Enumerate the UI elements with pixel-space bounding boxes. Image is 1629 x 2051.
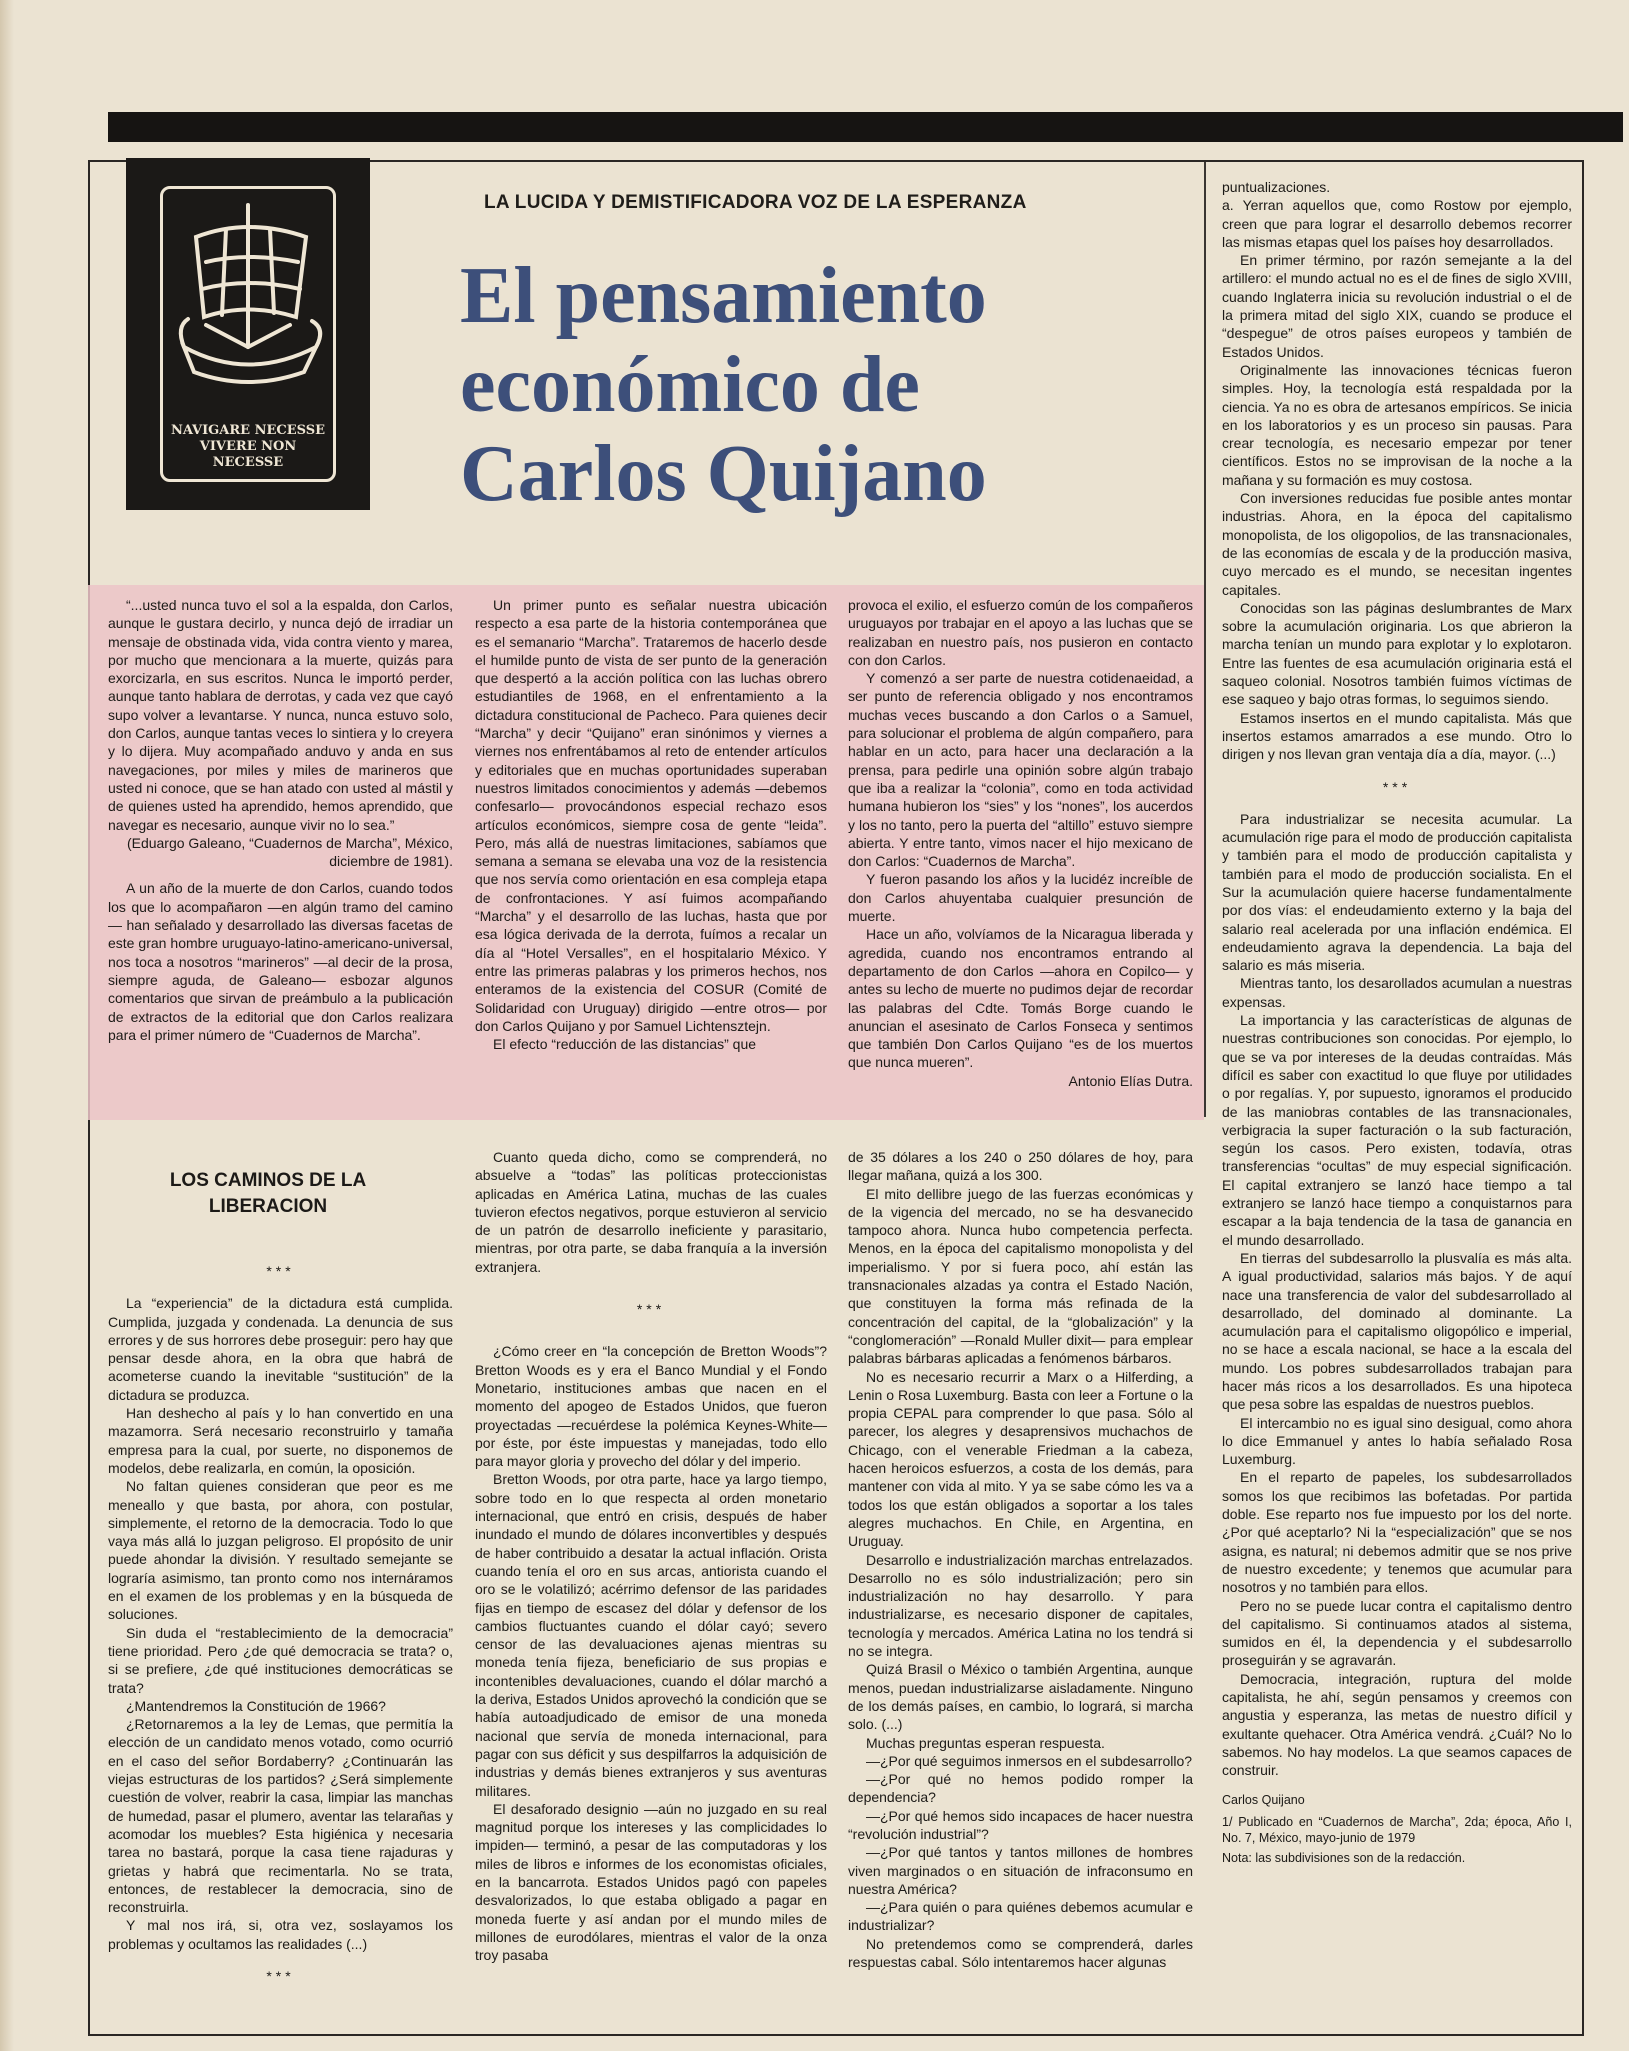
section-heading-line-1: LOS CAMINOS DE LA	[169, 1170, 367, 1191]
paragraph: Bretton Woods, por otra parte, hace ya largo tiempo, sobre todo en lo que respecta al orden monetario internacional, que entró en crisis, después de haber inundado el mundo de dólares inconvertibles y después de haber contribuido a desatar la actual inflación. Orista cuando tenía el oro en sus arcas, antiorista cuando el oro se le volatilizó; acérrimo defensor de las paridades fijas en tiempo de escasez del dólar y defensor de los cambios fluctuantes cuando el dólar cayó; severo censor de las devaluaciones ajenas mientras su moneda tenía fijeza, beneficiario de sus propias e incontenibles devaluaciones, cuando el dólar marchó a la deriva, Estados Unidos aprovechó la condición que se había autoadjudicado de emisor de una moneda nacional que servía de moneda internacional, para pagar con sus déficit y sus despilfarros la adquisición de industrias y demás bienes extranjeros y sus aventuras militares.	[475, 1471, 827, 1799]
paragraph: puntualizaciones.	[1222, 179, 1331, 195]
quote-source: (Eduargo Galeano, “Cuadernos de Marcha”, México, diciembre de 1981).	[126, 834, 453, 870]
paragraph: ¿Cómo creer en “la concepción de Bretton Woods”? Bretton Woods es y era el Banco Mundial y el Fondo Monetario, instituciones ambas que nacen en el momento del apogeo de Estados Unidos, que fueron proyectadas —recuérdese la polémica Keynes-White— por éste, por éste impuestas y manejadas, todo ello para mayor gloria y provecho del dólar y del imperio.	[475, 1343, 827, 1470]
paragraph: Originalmente las innovaciones técnicas fueron simples. Hoy, la tecnología está respaldada por la ciencia. Ya no es obra de artesanos empíricos. Se inicia en los laboratorios y es un proceso sin pausas. Para crear tecnología, es necesario empezar por tener científicos. Estos no se improvisan de la noche a la mañana y su formación es muy costosa.	[1222, 361, 1572, 488]
paragraph: En primer término, por razón semejante a la del artillero: el mundo actual no es el de fines de siglo XVIII, cuando Inglaterra inicia su revolución industrial o el de la primera mitad del siglo XIX, cuando se produce el “despegue” de otros países europeos y también de Estados Unidos.	[1222, 252, 1572, 360]
paragraph: Mientras tanto, los desarollados acumulan a nuestras expensas.	[1222, 975, 1572, 1010]
motto-line-1: NAVIGARE NECESSE	[170, 423, 326, 438]
paragraph: No pretendemos como se comprenderá, darles respuestas cabal. Sólo intentaremos hacer algunas	[848, 1935, 1193, 1971]
ship-logo	[126, 158, 370, 510]
ship-emblem	[160, 186, 336, 482]
motto-line-2: VIVERE NON NECESSE	[199, 439, 297, 470]
paragraph: Y comenzó a ser parte de nuestra cotidenaeidad, a ser punto de referencia obligado y nos encontramos muchas veces buscando a don Carlos o a Samuel, para solucionar el problema de algún compañero, para hablar en un acto, para hacer una declaración a la prensa, para pedirle una opinión sobre algún trabajo que iba a realizar la “colonia”, como en toda actividad humana hubieron los “sies” y los “nones”, los aucerdos y los no tanto, pero la puerta del “altillo” estuvo siempre abierta. Y entre tanto, vimos nacer el hijo mexicano de don Carlos: “Cuadernos de Marcha”.	[848, 670, 1193, 870]
article-title	[460, 252, 1080, 519]
paper-edge	[0, 0, 14, 2051]
paragraph: ¿Mantendremos la Constitución de 1966?	[126, 1697, 386, 1714]
paragraph: Y mal nos irá, si, otra vez, soslayamos los problemas y ocultamos las realidades (...)	[108, 1917, 453, 1952]
paragraph: ¿Retornaremos a la ley de Lemas, que permitía la elección de un candidato menos votado, como ocurrió en el caso del señor Bordaberry? ¿Continuarán las viejas estructuras de los partidos? ¿Será simplemente cuestión de volver, reabrir la casa, limpiar las manchas de humedad, pasar el plumero, aventar las telarañas y acomodar los muebles? Esta higiénica y necesaria tarea no bastará, porque la casa tiene rajaduras y grietas y habrá que recimentarla. No se trata, entonces, de restablecer la democracia, sino de reconstruirla.	[108, 1716, 453, 1916]
section-stars: ***	[266, 1967, 295, 1984]
section-heading	[128, 1168, 408, 1220]
section-stars: ***	[266, 1263, 295, 1279]
paragraph: Sin duda el “restablecimiento de la democracia” tiene prioridad. Pero ¿de qué democracia se trata? o, si se prefiere, ¿de qué instituciones democráticas se trata?	[108, 1624, 453, 1696]
paragraph: provoca el exilio, el esfuerzo común de los compañeros uruguayos por trabajar en el apoyo a las luchas que se realizaban en nuestro país, nos pusieron en contacto con don Carlos.	[848, 597, 1193, 668]
paragraph: No es necesario recurrir a Marx o a Hilferding, a Lenin o Rosa Luxemburg. Basta con leer a Fortune o la propia CEPAL para comprender lo que pasa. Sólo al parecer, los alegres y desaprensivos muchachos de Chicago, con el venerable Friedman a la cabeza, hacen heroicos esfuerzos, a costa de los demás, para mantener con vida al mito. Y ya se sabe cómo les va a todos los que están obligados a soportar a los tales alegres muchachos. En Chile, en Argentina, en Uruguay.	[848, 1368, 1193, 1550]
body-col3	[848, 1148, 1193, 1971]
paragraph: A un año de la muerte de don Carlos, cuando todos los que lo acompañaron —en algún tramo del camino— han señalado y desarrollado las diversas facetas de este gran hombre uruguayo-latino-americano-universal, nos toca a nosotros “marineros” —al decir de la prosa, siempre aguda, de Galeano— esbozar algunos comentarios que sirvan de preámbulo a la publicación de extractos de la editorial que don Carlos realizara para el primer número de “Cuadernos de Marcha”.	[108, 880, 453, 1043]
paragraph: Desarrollo e industrialización marchas entrelazados. Desarrollo no es sólo industrialización; pero sin industrialización no hay desarrollo. Y para industrializarse, es necesario disponer de capitales, tecnología y mercados. América Latina no los tendrá si no se integra.	[848, 1551, 1193, 1660]
paragraph: de 35 dólares a los 240 o 250 dólares de hoy, para llegar mañana, quizá a los 300.	[848, 1149, 1193, 1184]
paragraph: En el reparto de papeles, los subdesarrollados somos los que recibimos las bofetadas. Por partida doble. Ese reparto nos fue impuesto por los del norte. ¿Por qué aceptarlo? Ni la “especialización” que se nos asigna, es natural; ni debemos admitir que se nos prive de nuestro excedente; y tenemos que acumular para nosotros y no también para ellos.	[1222, 1469, 1572, 1596]
body-col1	[108, 1248, 453, 1999]
section-stars: ***	[636, 1301, 666, 1318]
paragraph: En tierras del subdesarrollo la plusvalía es más alta. A igual productividad, salarios más bajos. Y de aquí nace una transferencia de valor del subdesarrollado al desarrollado, del dominado al dominante. La acumulación para el capitalismo oligopólico e imperial, no se hace a escala nacional, se hace a la escala del mundo. Los pobres subdesarrollados trabajan para hacer más ricos a los desarrollados. Es una hipoteca que pesa sobre las espaldas de nuestros pueblos.	[1222, 1249, 1572, 1413]
paragraph: Han deshecho al país y lo han convertido en una mazamorra. Será necesario reconstruirlo y tamaña empresa para la cual, por suerte, no disponemos de modelos, debe realizarla, en común, la oposición.	[108, 1405, 453, 1476]
kicker-headline: LA LUCIDA Y DEMISTIFICADORA VOZ DE LA ESPERANZA	[484, 192, 1027, 213]
footnote: 1/ Publicado en “Cuadernos de Marcha”, 2da; época, Año I, No. 7, México, mayo-junio de 1979	[1222, 1814, 1572, 1845]
paragraph: “...usted nunca tuvo el sol a la espalda, don Carlos, aunque le gustara decirlo, y nunca dejó de irradiar un mensaje de obstinada vida, vida contra viento y marea, por mucho que mencionara a la muerte, quizás para exorcizarla, en sus escritos. Nunca le importó perder, aunque tanto hablara de derrotas, y cada vez que cayó supo volver a levantarse. Y nunca, nunca estuvo solo, don Carlos, aunque tantas veces lo sintiera y lo creyera y lo dijera. Muy acompañado anduvo y anda en sus navegaciones, por miles y miles de marineros que usted ni conoce, que se han atado con usted al mástil y de quienes usted ha aprendido, hemos aprendido, que navegar es necesario, aunque vivir no lo sea.”	[108, 597, 453, 833]
question: —¿Por qué tantos y tantos millones de hombres viven marginados o en situación de infraconsumo en nuestra América?	[848, 1844, 1193, 1897]
intro-col1	[108, 596, 453, 1044]
ship-icon	[166, 197, 330, 407]
paragraph: Con inversiones reducidas fue posible antes montar industrias. Ahora, en la época del capitalismo monopolista, de los oligopolios, de las transnacionales, de las economías de escala y de la producción masiva, cuyo mercado es el mundo, se necesitan ingentes capitales.	[1222, 490, 1572, 598]
byline: Antonio Elías Dutra.	[1068, 1072, 1193, 1089]
paragraph: Para industrializar se necesita acumular. La acumulación rige para el modo de producción capitalista y también para el modo de producción capitalista y también para el modo de producción socialista. En el Sur la acumulación quiere hacerse fundamentalmente por dos vías: el endeudamiento externo y la baja del salario real acelerada por una inflación endémica. El endeudamiento agrava la dependencia. La baja del salario es más miseria.	[1222, 810, 1572, 974]
paragraph: Un primer punto es señalar nuestra ubicación respecto a esa parte de la historia contemporánea que es el semanario “Marcha”. Trataremos de hacerlo desde el humilde punto de vista de ser punto de la generación que despertó a la acción política con las luchas obrero estudiantiles de 1968, en el enfrentamiento a la dictadura constitucional de Pacheco. Para quienes decir “Marcha” y decir “Quijano” eran sinónimos y viernes a viernes nos enfrentábamos al reto de entender artículos y editoriales que en muchas oportunidades superaban nuestros limitados conocimientos y además —debemos confesarlo— provocándonos especial rechazo esos artículos económicos, siempre cosa de gente “leida”. Pero, más allá de nuestras limitaciones, sabíamos que semana a semana se elevaba una voz de la resistencia que nos servía como orientación en esa compleja etapa de confrontaciones. Y así fuimos acompañando “Marcha” y el desarrollo de las luchas, hasta que por esa lógica derivada de la derrota, fuímos a recalar un día al “Hotel Versalles”, en el hospitalario México. Y entre las primeras palabras y los primeros hechos, nos enteramos de la existencia del COSUR (Comité de Solidaridad con Uruguay) dirigido —entre otros— por don Carlos Quijano y por Samuel Lichtensztejn.	[475, 597, 827, 1034]
paragraph: La “experiencia” de la dictadura está cumplida. Cumplida, juzgada y condenada. La denuncia de sus errores y de sus horrores debe proseguir: pero hay que pensar desde ahora, en la obra que habrá de acometerse cuando la inevitable “sustitución” de la dictadura se produzca.	[108, 1295, 453, 1403]
section-heading-line-2: LIBERACION	[208, 1196, 328, 1217]
logo-motto	[167, 423, 329, 471]
paragraph: Y fueron pasando los años y la lucidéz increíble de don Carlos ahuyentaba cualquier presunción de muerte.	[848, 871, 1193, 925]
body-col2	[475, 1148, 827, 1964]
question: —¿Para quién o para quiénes debemos acumular e industrializar?	[848, 1899, 1193, 1934]
intro-col2	[475, 596, 827, 1053]
paragraph: El mito dellibre juego de las fuerzas económicas y de la vigencia del mercado, no se ha desvanecido tampoco ahora. Nunca hubo competencia perfecta. Menos, en la época del capitalismo monopolista y del imperialismo. Y por si fuera poco, ahí están las transnacionales alzadas ya contra el Estado Nación, que constituyen la forma más refinada de la concentración del capital, de la “globalización” y la “conglomeración” —Ronald Muller dixit— para emplear palabras bárbaras aplicadas a fenómenos bárbaros.	[848, 1185, 1193, 1367]
paragraph: Quizá Brasil o México o también Argentina, aunque menos, puedan industrializarse aisladamente. Ninguno de los demás países, en cambio, lo logrará, si marcha solo. (...)	[848, 1661, 1193, 1733]
paragraph: Democracia, integración, ruptura del molde capitalista, he ahí, según pensamos y creemos con angustia y esperanza, las metas de nuestro difícil y exultante quehacer. Otra América vendrá. ¿Cuál? No lo sabemos. No hay modelos. La que seamos capaces de construir.	[1222, 1670, 1572, 1779]
paragraph: El intercambio no es igual sino desigual, como ahora lo dice Emmanuel y antes lo había señalado Rosa Luxemburg.	[1222, 1414, 1572, 1468]
title-line-3: Carlos Quijano	[460, 430, 987, 518]
title-line-1: El pensamiento	[460, 252, 987, 340]
paragraph: Conocidas son las páginas deslumbrantes de Marx sobre la acumulación originaria. Los que abrieron la marcha tenían un mundo para explotar y lo explotaron. Entre las fuentes de esa acumulación originaria está el saqueo colonial. Nosotros también fuimos víctimas de ese saqueo y bajo otras formas, lo seguimos siendo.	[1222, 599, 1572, 708]
paragraph: La importancia y las características de algunas de nuestras contribuciones son conocidas. Por ejemplo, lo que se va por intereses de la deudas contraídas. Más difícil es saber con exactitud lo que fluye por utilidades o por regalías. Y, por supuesto, ignoramos el producido de las maniobras contables de las transnacionales, verbigracia la super facturación o la sub facturación, según los casos. Pero existen, todavía, otras transferencias “ocultas” de muy especial significación. El capital extranjero se lanzó hace tiempo a tal extranjero se lanzó hace tiempo a conquistarnos para escapar a la baja tendencia de la tasa de ganancia en el mundo desarrollado.	[1222, 1012, 1572, 1248]
paragraph: Cuanto queda dicho, como se comprenderá, no absuelve a “todas” las políticas proteccionistas aplicadas en América Latina, muchas de las cuales tuvieron efectos negativos, porque estuvieron al servicio de un patrón de desarrollo ineficiente y parasitario, mientras, por otra parte, se daba franquía a la inversión extranjera.	[475, 1149, 827, 1275]
top-rule-bar	[108, 112, 1623, 142]
paragraph: a. Yerran aquellos que, como Rostow por ejemplo, creen que para lograr el desarrollo debemos recorrer las mismas etapas quel los países hoy desarrollados.	[1222, 197, 1572, 250]
paragraph: El efecto “reducción de las distancias” que	[493, 1036, 757, 1053]
question: —¿Por qué seguimos inmersos en el subdesarrollo?	[866, 1752, 1193, 1769]
paragraph: Estamos insertos en el mundo capitalista. Más que insertos estamos amarrados a ese mundo. Otro lo dirigen y nos llevan gran ventaja día a día, mayor. (...)	[1222, 709, 1572, 763]
paragraph: Muchas preguntas esperan respuesta.	[866, 1734, 1105, 1751]
paragraph: Pero no se puede lucar contra el capitalismo dentro del capitalismo. Si continuamos atados al sistema, sumidos en él, la dependencia y el subdesarrollo proseguirán y se agravarán.	[1222, 1597, 1572, 1669]
signature: Carlos Quijano	[1222, 1792, 1305, 1807]
title-line-2: económico de	[460, 341, 920, 429]
editorial-note: Nota: las subdivisiones son de la redacción.	[1222, 1850, 1466, 1865]
paragraph: No faltan quienes consideran que peor es me meneallo y que basta, por ahora, con postular, simplemente, el retorno de la democracia. Todo lo que vaya más allá lo juzgan peligroso. El propósito de unir puede ahondar la división. Y resultado semejante se lograría asimismo, tan pronto como nos internáramos en el examen de los problemas y en la búsqueda de soluciones.	[108, 1478, 453, 1623]
question: —¿Por qué no hemos podido romper la dependencia?	[848, 1771, 1193, 1806]
question: —¿Por qué hemos sido incapaces de hacer nuestra “revolución industrial”?	[848, 1807, 1193, 1842]
column-divider	[1204, 162, 1206, 1117]
section-stars: ***	[1382, 778, 1412, 795]
intro-col3	[848, 596, 1193, 1090]
paragraph: El desaforado designio —aún no juzgado en su real magnitud porque los intereses y las complicidades lo impiden— terminó, a pesar de las computadoras y los miles de libros e informes de los economistas oficiales, en la bancarrota. Estados Unidos pagó con papeles desvalorizados, lo que estaba obligado a pagar en moneda fuerte y así andan por el mundo miles de millones de eurodólares, mientras el valor de la onza troy pasaba	[475, 1800, 827, 1964]
paragraph: Hace un año, volvíamos de la Nicaragua liberada y agredida, cuando nos encontramos entrando al departamento de don Carlos —ahora en Copilco— y antes su lecho de muerte no pudimos dejar de recordar las palabras del Cdte. Tomás Borge cuando le anuncian el asesinato de Carlos Fonseca y sentimos que también Don Carlos Quijano “es de los muertos que nunca mueren”.	[848, 926, 1193, 1071]
col4-top-text	[1222, 178, 1572, 1866]
